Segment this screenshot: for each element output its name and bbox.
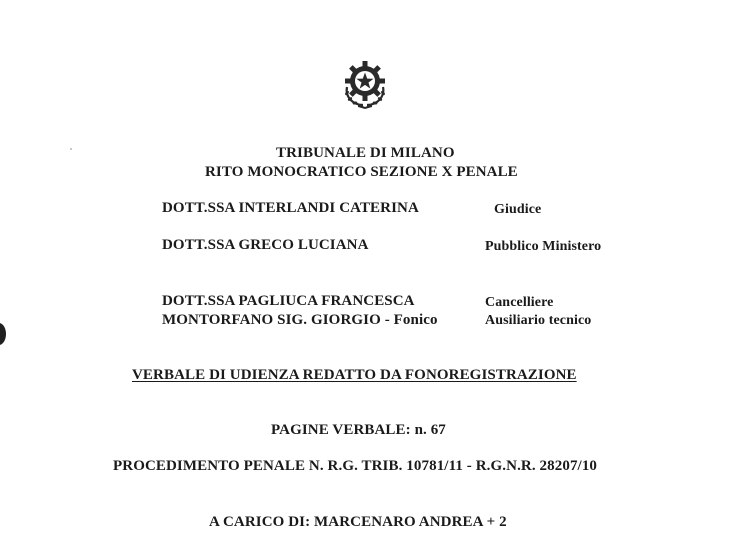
document-title: VERBALE DI UDIENZA REDATTO DA FONOREGISTRAZIONE	[132, 367, 577, 383]
clerk-name: DOTT.SSA PAGLIUCA FRANCESCA	[162, 293, 415, 309]
page-count: PAGINE VERBALE: n. 67	[271, 422, 446, 438]
technician-name: MONTORFANO SIG. GIORGIO - Fonico	[162, 312, 438, 328]
punch-hole	[0, 323, 6, 345]
judge-name: DOTT.SSA INTERLANDI CATERINA	[162, 200, 419, 216]
prosecutor-role: Pubblico Ministero	[485, 239, 602, 254]
prosecutor-name: DOTT.SSA GRECO LUCIANA	[162, 237, 369, 253]
court-section: RITO MONOCRATICO SEZIONE X PENALE	[205, 164, 518, 180]
judge-role: Giudice	[494, 202, 542, 217]
clerk-role: Cancelliere	[485, 295, 554, 310]
technician-role: Ausiliario tecnico	[485, 313, 592, 328]
court-name: TRIBUNALE DI MILANO	[276, 145, 455, 161]
procedure-number: PROCEDIMENTO PENALE N. R.G. TRIB. 10781/11 - R.G.N.R. 28207/10	[113, 458, 598, 474]
defendant-line: A CARICO DI: MARCENARO ANDREA + 2	[209, 514, 507, 530]
scan-speck	[70, 148, 72, 150]
italian-republic-emblem-icon	[341, 57, 389, 109]
